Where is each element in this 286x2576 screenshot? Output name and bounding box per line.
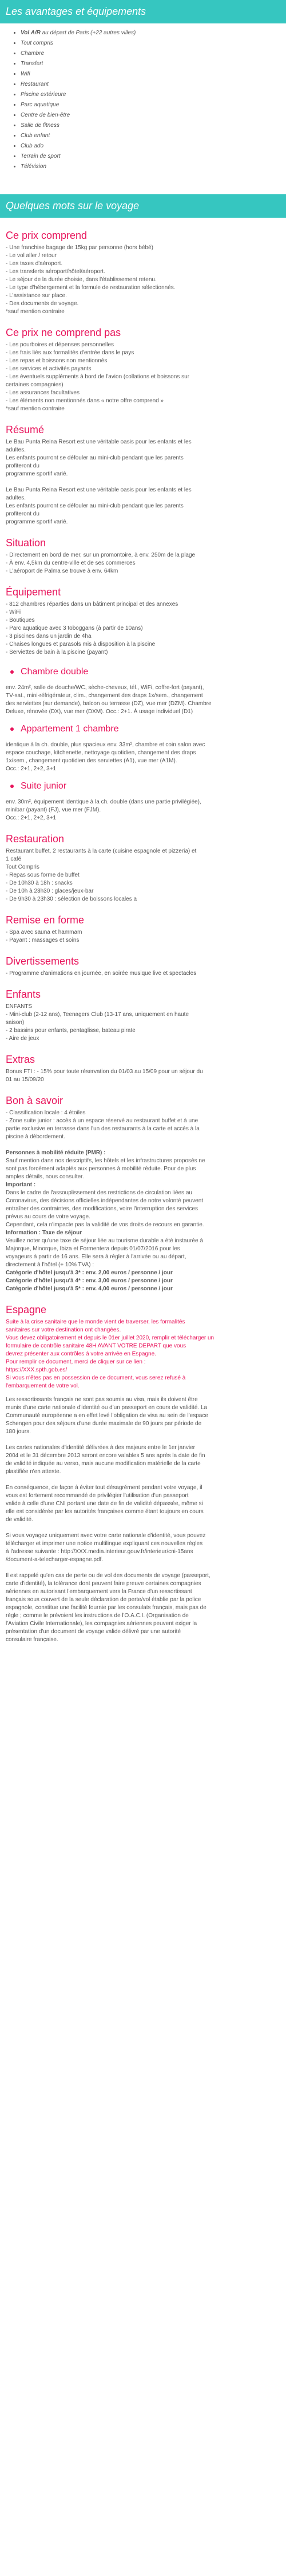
text-line: formulaire de contrôle sanitaire 48H AVANT VOTRE DEPART que vous (6, 1343, 186, 1349)
entertainment-section (6, 955, 280, 978)
extras-section (6, 1053, 280, 1084)
included-heading: Ce prix comprend (6, 230, 88, 241)
restaurant-section (6, 833, 280, 903)
text-line (6, 1436, 280, 1444)
spain-heading: Espagne (6, 1304, 47, 1315)
text-line: TV-sat., mini-réfrigérateur, clim., changement des draps 1x/sem., changement (6, 693, 203, 699)
text-line: saison) (6, 1019, 25, 1026)
text-line: adultes. (6, 495, 26, 501)
text-line: 1 café (6, 856, 22, 862)
text-line: Les cartes nationales d'identité délivrées à des majeurs entre le 1er janvier (6, 1445, 195, 1451)
text-line: entraîner des contraintes, des modifications, voire l'interruption des services (6, 1206, 198, 1212)
text-line: - Directement en bord de mer, sur un promontoire, à env. 250m de la plage (6, 552, 196, 558)
good-to-know-text (6, 1109, 280, 1293)
text-line: Restaurant buffet, 2 restaurants à la carte (cuisine espagnole et pizzeria) et (6, 848, 197, 854)
text-line: Majorque, Minorque, Ibiza et Formentera depuis 01/07/2016 pour les (6, 1246, 180, 1252)
kids-section (6, 988, 280, 1043)
advantage-item (21, 59, 286, 69)
text-line: - Programme d'animations en journée, en soirée musique live et spectacles (6, 970, 197, 977)
text-line: amples détails, nous consulter. (6, 1174, 84, 1180)
text-line: - Spa avec sauna et hammam (6, 929, 82, 935)
text-line: devrez présenter aux contrôles à votre arrivée en Espagne. (6, 1351, 156, 1357)
text-line: minibar (payant) (FJ), vue mer (FJM). (6, 807, 101, 813)
text-line: de validité. (6, 1517, 33, 1523)
text-line (6, 478, 280, 486)
advantage-item (21, 90, 286, 100)
text-line: identique à la ch. double, plus spacieux env. 33m², chambre et coin salon avec (6, 742, 205, 748)
advantage-item-label: Salle de fitness (21, 122, 59, 129)
text-line: Sauf mention dans nos descriptifs, les hôtels et les infrastructures proposés ne (6, 1158, 205, 1164)
bullet-icon (10, 670, 14, 674)
text-line: Catégorie d'hôtel jusqu'à 4* : env. 3,00 euros / personne / jour (6, 1278, 173, 1284)
room-suite-section (6, 781, 280, 822)
text-line: *sauf mention contraire (6, 406, 65, 412)
summary-heading: Résumé (6, 424, 45, 435)
text-line (6, 1476, 280, 1484)
room-double-section (6, 667, 280, 716)
summary-text (6, 438, 280, 526)
text-line: - Mini-club (2-12 ans), Teenagers Club (13-17 ans, uniquement en haute (6, 1011, 189, 1018)
text-line: - Le séjour de la durée choisie, dans l'établissement retenu. (6, 277, 157, 283)
room-apartment-section (6, 724, 280, 773)
fitness-section (6, 914, 280, 945)
equipment-section (6, 586, 280, 657)
text-line: - 812 chambres réparties dans un bâtiment principal et des annexes (6, 601, 178, 607)
text-line: voyageurs à partir de 16 ans. Elle sera à régler à l'arrivée ou au départ, (6, 1254, 186, 1260)
spain-formalities-text (6, 1396, 280, 1644)
text-line: Si vous n'êtes pas en possession de ce document, vous serez refusé à (6, 1375, 186, 1381)
text-line (6, 1564, 280, 1572)
bullet-icon (10, 785, 14, 788)
text-line: ENFANTS (6, 1003, 33, 1010)
text-line: - Zone suite junior : accès à un espace réservé au restaurant buffet et à une (6, 1118, 198, 1124)
text-line: Vous devez obligatoirement et depuis le 01er juillet 2020, remplir et télécharger un (6, 1335, 214, 1341)
text-line: - Les pourboires et dépenses personnelles (6, 342, 114, 348)
text-line: - Les transferts aéroport/hôtel/aéroport. (6, 269, 105, 275)
advantage-item (21, 38, 286, 49)
text-line: 2004 et le 31 décembre 2013 seront encore valables 5 ans après la date de fin (6, 1453, 205, 1459)
summary-section (6, 423, 280, 526)
advantage-item-label: Transfert (21, 61, 43, 67)
text-line: 180 jours. (6, 1429, 31, 1435)
advantage-item (21, 110, 286, 121)
text-line: En conséquence, de façon à éviter tout désagrément pendant votre voyage, il (6, 1485, 202, 1491)
text-line: certaines compagnies) (6, 382, 63, 388)
text-line: - À env. 4,5km du centre-ville et de ses commerces (6, 560, 136, 566)
kids-text (6, 1003, 280, 1043)
spain-section (6, 1303, 280, 1644)
advantage-item-label: Restaurant (21, 81, 49, 87)
text-line: programme sportif varié. (6, 471, 68, 477)
text-line: Le Bau Punta Reina Resort est une véritable oasis pour les enfants et les (6, 439, 192, 445)
text-line: - Le type d'hébergement et la formule de restauration sélectionnés. (6, 285, 176, 291)
text-line: Occ.: 2+1, 2+2, 3+1 (6, 815, 57, 821)
text-line: Information : Taxe de séjour (6, 1230, 82, 1236)
text-line: valide à celle d'une CNI portant une date de fin de validité dépassée, même si (6, 1501, 203, 1507)
kids-heading: Enfants (6, 989, 41, 1000)
text-line: - Le vol aller / retour (6, 253, 57, 259)
advantage-item-label: Piscine extérieure (21, 91, 66, 98)
text-line: - De 9h30 à 23h30 : sélection de boissons locales a (6, 896, 137, 902)
advantage-item-label: Club ado (21, 143, 44, 149)
text-line (6, 1524, 280, 1532)
text-line: - Les services et activités payants (6, 366, 92, 372)
text-line: aériennes en autorisant l'embarquement vers la France d'un ressortissant (6, 1589, 192, 1595)
room-double-text (6, 684, 280, 716)
text-line: - L'aéroport de Palma se trouve à env. 64km (6, 568, 118, 574)
advantage-item (21, 100, 286, 110)
advantage-item-label: Terrain de sport (21, 153, 61, 159)
advantage-item (21, 151, 286, 162)
room-apartment-text (6, 741, 280, 773)
text-line: espace couchage, kitchenette, nettoyage quotidien, changement des draps (6, 750, 196, 756)
text-line: prévus au cours de votre voyage. (6, 1214, 90, 1220)
text-line: Personnes à mobilité réduite (PMR) : (6, 1150, 106, 1156)
text-line: - Classification locale : 4 étoiles (6, 1110, 86, 1116)
text-line: Bonus FTI : - 15% pour toute réservation du 01/03 au 15/09 pour un séjour du (6, 1069, 203, 1075)
text-line: Il est rappelé qu'en cas de perte ou de vol des documents de voyage (passeport, (6, 1573, 210, 1579)
advantage-item (21, 28, 286, 38)
text-line: Dans le cadre de l'assouplissement des restrictions de circulation liées au (6, 1190, 192, 1196)
spain-health-notice (6, 1318, 280, 1390)
text-line: env. 30m², équipement identique à la ch. double (dans une partie privilégiée), (6, 799, 201, 805)
text-line: profiteront du (6, 463, 39, 469)
text-line: - Des documents de voyage. (6, 301, 79, 307)
text-line: à l'adresse suivante : http://XXX.media.interieur.gouv.fr/interieur/cni-15ans (6, 1549, 193, 1555)
text-line: - Repas sous forme de buffet (6, 872, 80, 878)
text-line: Occ.: 2+1, 2+2, 3+1 (6, 766, 57, 772)
text-line: - Les éventuels suppléments à bord de l'avion (collations et boissons sur (6, 374, 189, 380)
text-line: - Les éléments non mentionnés dans « notre offre comprend » (6, 398, 164, 404)
text-line: Communauté européenne a en effet levé l'obligation de visa au sein de l'espace (6, 1413, 208, 1419)
excluded-heading: Ce prix ne comprend pas (6, 327, 121, 338)
text-line: télécharger et imprimer une notice multilingue expliquant ces nouvelles règles (6, 1541, 203, 1547)
text-line: *sauf mention contraire (6, 309, 65, 315)
text-line: consulaire française. (6, 1637, 58, 1643)
included-section (6, 229, 280, 316)
text-line: sanitaires sur votre destination ont changées. (6, 1327, 121, 1333)
text-line: Catégorie d'hôtel jusqu'à 3* : env. 2,00 euros / personne / jour (6, 1270, 173, 1276)
text-line: - Une franchise bagage de 15kg par personne (hors bébé) (6, 245, 153, 251)
text-line: - De 10h à 23h30 : glaces/jeux-bar (6, 888, 94, 894)
text-line: Pour remplir ce document, merci de cliquer sur ce lien : (6, 1359, 146, 1365)
text-line: programme sportif varié. (6, 519, 68, 525)
text-line: piscine à débordement. (6, 1134, 65, 1140)
text-line: 1x/sem., changement quotidien des serviettes (A1), vue mer (A1M). (6, 758, 177, 764)
text-line: - Les repas et boissons non mentionnés (6, 358, 108, 364)
excluded-text (6, 341, 280, 413)
text-line: Catégorie d'hôtel jusqu'à 5* : env. 4,00 euros / personne / jour (6, 1286, 173, 1292)
advantage-item (21, 121, 286, 131)
text-line: - Serviettes de bain à la piscine (payant) (6, 649, 108, 655)
room-double-title: Chambre double (21, 667, 89, 677)
room-suite-text (6, 798, 280, 822)
text-line: env. 24m², salle de douche/WC, sèche-cheveux, tél., WiFi, coffre-fort (payant), (6, 685, 204, 691)
text-line: Si vous voyagez uniquement avec votre carte nationale d'identité, vous pouvez (6, 1533, 206, 1539)
text-line: https://XXX.spth.gob.es/ (6, 1367, 67, 1373)
text-line: adultes. (6, 447, 26, 453)
text-line: Important : (6, 1182, 36, 1188)
text-line: directement à l'hôtel (+ 10% TVA) : (6, 1262, 94, 1268)
text-line: l'Aviation Civile Internationale), les compagnies aériennes peuvent exiger la (6, 1621, 197, 1627)
advantage-item-label: Chambre (21, 50, 45, 57)
advantage-item (21, 141, 286, 151)
trip-header: Quelques mots sur le voyage (0, 194, 286, 218)
text-line: carte d'identité), la tolérance dont peuvent faire preuve certaines compagnies (6, 1581, 201, 1587)
text-line: - Chaises longues et parasols mis à disposition à la piscine (6, 641, 156, 647)
location-section (6, 537, 280, 575)
location-text (6, 551, 280, 575)
text-line: plastifiée n'en atteste. (6, 1469, 61, 1475)
text-line: - L'assistance sur place. (6, 293, 67, 299)
text-line: - 2 bassins pour enfants, pentaglisse, bateau pirate (6, 1027, 136, 1034)
fitness-text (6, 929, 280, 945)
text-line: Coronavirus, des décisions officielles indépendantes de notre volonté peuvent (6, 1198, 204, 1204)
text-line: présentation d'un document de voyage valide délivré par une autorité (6, 1629, 181, 1635)
restaurant-text (6, 847, 280, 903)
text-line: Cependant, cela n'impacte pas la validité de vos droits de recours en garantie. (6, 1222, 204, 1228)
text-line: des serviettes (sur demande), balcon ou terrasse (DZ), vue mer (DZM). Chambre (6, 701, 212, 707)
text-line: Suite à la crise sanitaire que le monde vient de traverser, les formalités (6, 1319, 185, 1325)
trip-content (0, 218, 286, 1644)
advantage-item-label: au départ de Paris (+22 autres villes) (40, 30, 136, 36)
room-suite-title: Suite junior (21, 781, 67, 791)
text-line: munis d'une carte nationale d'identité ou d'un passeport en cours de validité. La (6, 1405, 208, 1411)
text-line: Les enfants pourront se défouler au mini-club pendant que les parents (6, 503, 184, 509)
text-line: vous est fortement recommandé de privilégier l'utilisation d'un passeport (6, 1493, 189, 1499)
advantage-item (21, 162, 286, 172)
text-line: partie exclusive en terrasse dans l'un des restaurants à la carte et accès à la (6, 1126, 200, 1132)
text-line: Tout Compris (6, 864, 39, 870)
text-line: sont pas forcément adaptés aux personnes à mobilité réduite. Pour de plus (6, 1166, 196, 1172)
equipment-text (6, 601, 280, 657)
text-line: - Les taxes d'aéroport. (6, 261, 63, 267)
extras-text (6, 1068, 280, 1084)
good-to-know-heading: Bon à savoir (6, 1095, 63, 1106)
text-line: l'embarquement de votre vol. (6, 1383, 80, 1389)
text-line: - WiFi (6, 609, 21, 615)
text-line: - Les assurances facultatives (6, 390, 80, 396)
advantage-item-label: Télévision (21, 163, 47, 170)
equipment-heading: Équipement (6, 586, 61, 598)
advantage-item-label: Club enfant (21, 133, 50, 139)
advantage-item-label: Centre de bien-être (21, 112, 70, 118)
advantage-item-label: Wifi (21, 71, 30, 77)
room-apartment-title: Appartement 1 chambre (21, 724, 119, 734)
text-line: elle est considérée par les autorités françaises comme étant toujours en cours (6, 1509, 204, 1515)
excluded-section (6, 326, 280, 413)
text-line: /document-a-telecharger-espagne.pdf. (6, 1557, 104, 1563)
advantage-item (21, 49, 286, 59)
text-line: Veuillez noter qu'une taxe de séjour liée au tourisme durable a été instaurée à (6, 1238, 203, 1244)
good-to-know-section (6, 1094, 280, 1293)
text-line: - Parc aquatique avec 3 toboggans (à partir de 10ans) (6, 625, 143, 631)
text-line: Le Bau Punta Reina Resort est une véritable oasis pour les enfants et les (6, 487, 192, 493)
text-line: profiteront du (6, 511, 39, 517)
text-line: - Aire de jeux (6, 1035, 39, 1042)
advantage-item-label: Tout compris (21, 40, 53, 46)
text-line: de validité indiquée au verso, mais aucune modification matérielle de la carte (6, 1461, 201, 1467)
location-heading: Situation (6, 537, 46, 549)
entertainment-heading: Divertissements (6, 955, 80, 967)
advantage-item-label: Parc aquatique (21, 102, 59, 108)
advantage-item (21, 79, 286, 90)
advantage-item-bold: Vol A/R (21, 30, 41, 36)
bullet-icon (10, 727, 14, 731)
text-line: Deluxe, rénovée (DX), vue mer (DXM). Occ.: 2+1. À usage individuel (D1) (6, 709, 193, 715)
text-line: - Boutiques (6, 617, 35, 623)
fitness-heading: Remise en forme (6, 914, 85, 926)
extras-heading: Extras (6, 1054, 35, 1065)
advantage-item (21, 131, 286, 141)
text-line: - De 10h30 à 18h : snacks (6, 880, 73, 886)
entertainment-text (6, 970, 280, 978)
text-line: - Les frais liés aux formalités d'entrée dans le pays (6, 350, 134, 356)
text-line: - Payant : massages et soins (6, 937, 80, 943)
advantage-item (21, 69, 286, 79)
text-line: français sous couvert de la seule déclaration de perte/vol établie par la police (6, 1597, 201, 1603)
included-text (6, 244, 280, 316)
advantages-header: Les avantages et équipements (0, 0, 286, 23)
advantages-section (0, 23, 286, 179)
text-line: espagnole, constitue une facilité fournie par les consulats français, mais pas de (6, 1605, 206, 1611)
text-line: Les ressortissants français ne sont pas soumis au visa, mais ils doivent être (6, 1397, 198, 1403)
text-line: Les enfants pourront se défouler au mini-club pendant que les parents (6, 455, 184, 461)
restaurant-heading: Restauration (6, 833, 65, 845)
text-line: - 3 piscines dans un jardin de 4ha (6, 633, 92, 639)
text-line (6, 1141, 280, 1149)
text-line: règle ; comme le prévoient les instructions de l'O.A.C.I. (Organisation de (6, 1613, 189, 1619)
advantages-list (0, 28, 286, 172)
text-line: 01 au 15/09/20 (6, 1077, 44, 1083)
text-line: Schengen pour des séjours d'une durée maximale de 90 jours par période de (6, 1421, 202, 1427)
